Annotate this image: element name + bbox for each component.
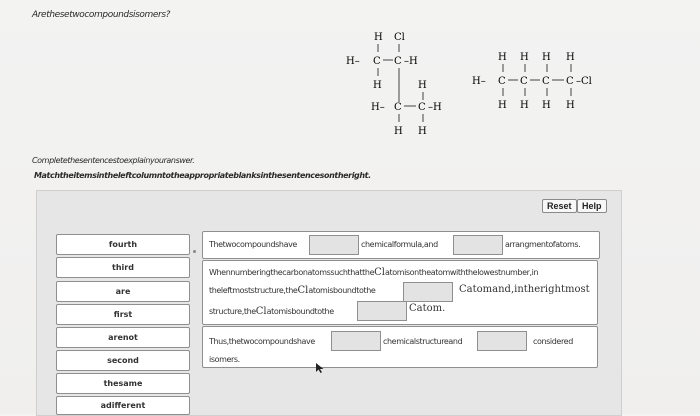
s1-blank-2[interactable]	[453, 235, 503, 255]
m2-top-h-4: H	[566, 52, 575, 63]
m1-bottom-h-2: H	[418, 126, 427, 137]
m1-left-h: H–	[346, 56, 360, 67]
s2-cl-2: Cl	[297, 285, 309, 296]
m2-top-h-1: H	[498, 52, 507, 63]
s2-blank-2[interactable]	[357, 301, 407, 321]
sentence-3-box	[202, 326, 598, 368]
m2-bottom-h-4: H	[566, 100, 575, 111]
m2-right-cl: –Cl	[576, 76, 592, 87]
m2-top-h-2: H	[520, 52, 529, 63]
m1-low-left-h: H–	[371, 102, 385, 113]
instruction-complete: Completethesentencestoexplainyouranswer.	[32, 156, 195, 165]
m1-top-h: H	[374, 32, 383, 43]
s2-text-h: Catom.	[409, 303, 446, 314]
m1-c1-bottom-h: H	[373, 80, 382, 91]
s2-text-b: atomisontheatomwiththelowestnumber,in	[384, 268, 539, 277]
s1-text-c: arrangmentofatoms.	[505, 240, 581, 249]
m2-c2: C	[520, 76, 528, 87]
s3-text-a: Thus,thetwocompoundshave	[209, 337, 315, 346]
s3-text-b: chemicalstructureand	[383, 337, 463, 346]
s2-text-c: theleftmoststructure,the	[209, 286, 298, 295]
s2-blank-1[interactable]	[403, 282, 453, 302]
m2-bottom-h-2: H	[520, 100, 529, 111]
m1-bottom-h-1: H	[394, 126, 403, 137]
m1-top-cl: Cl	[394, 32, 405, 43]
s2-line3	[209, 306, 334, 317]
m1-c2: C	[394, 56, 402, 67]
sentence-1-box	[202, 231, 600, 259]
mouse-cursor-icon	[315, 362, 325, 374]
s3-text-d: isomers.	[209, 355, 240, 364]
tile-first[interactable]: first	[56, 304, 190, 325]
m2-bottom-h-1: H	[498, 100, 507, 111]
s3-blank-1[interactable]	[331, 331, 381, 351]
s3-text-c: considered	[533, 337, 573, 346]
s2-line1	[209, 267, 538, 278]
m2-bottom-h-3: H	[542, 100, 551, 111]
tile-arenot[interactable]: arenot	[56, 327, 190, 348]
m1-right-h: –H	[404, 56, 418, 67]
help-button[interactable]: Help	[577, 199, 607, 213]
s2-text-g: atomisboundtothe	[266, 307, 334, 316]
m2-c1: C	[498, 76, 506, 87]
s2-text-a: Whennumberingthecarbonatomssuchthatthe	[209, 268, 375, 277]
s2-text-f: structure,the	[209, 307, 256, 316]
s1-text-a: Thetwocompoundshave	[209, 240, 297, 249]
sentence-2-box	[202, 260, 598, 325]
m1-mid-h: H	[418, 80, 427, 91]
s2-text-d: atomisboundtothe	[308, 286, 376, 295]
tile-fourth[interactable]: fourth	[56, 234, 190, 255]
reset-button[interactable]: Reset	[542, 199, 577, 213]
m2-top-h-3: H	[542, 52, 551, 63]
molecule-1-structure	[340, 30, 460, 140]
s1-text-b: chemicalformula,and	[361, 240, 438, 249]
s1-blank-1[interactable]	[309, 235, 359, 255]
m1-c3: C	[394, 102, 402, 113]
s3-blank-2[interactable]	[477, 331, 527, 351]
molecule-2-structure	[470, 48, 610, 116]
m2-c3: C	[542, 76, 550, 87]
instruction-match: Matchtheitemsintheleftcolumntotheappropriateblanksinthesentencesontheright.	[34, 171, 371, 180]
m1-c1: C	[373, 56, 381, 67]
tile-are[interactable]: are	[56, 281, 190, 302]
m1-c4: C	[418, 102, 426, 113]
question-text: Arethesetwocompoundsisomers?	[32, 10, 171, 20]
s2-line2	[209, 285, 375, 296]
tile-second[interactable]: second	[56, 350, 190, 371]
m2-left-h: H–	[472, 76, 486, 87]
m1-low-right-h: –H	[428, 102, 442, 113]
s2-text-e: Catomand,intherightmost	[459, 284, 590, 295]
tile-thesame[interactable]: thesame	[56, 373, 190, 394]
s2-cl-3: Cl	[255, 306, 267, 317]
s2-cl-1: Cl	[374, 267, 385, 278]
m2-c4: C	[566, 76, 574, 87]
tile-adifferent[interactable]: adifferent	[56, 396, 190, 415]
separator-dot	[193, 250, 196, 253]
tile-third[interactable]: third	[56, 257, 190, 278]
